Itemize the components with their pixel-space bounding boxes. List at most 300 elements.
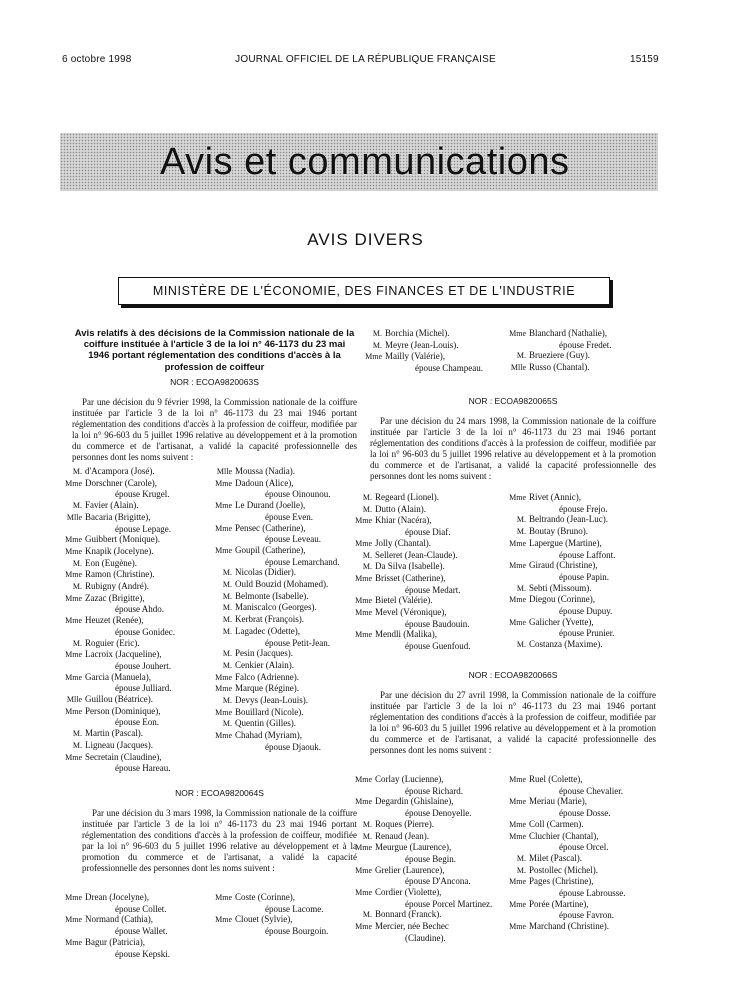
paragraph-1: Par une décision du 9 février 1998, la Commission nationale de la coiffure instituée par l'article 3 de la loi n° 46-1173 du 23 mai 1946 portant réglementation des conditions d'accès à la profession de coiffeur, modifiée par la loi n° 96-603 du 5 juillet 1996 relative au développement et à la promotion du commerce et de l'artisanat, a validé la capacité professionnelle des personnes dont les noms suivent :	[72, 396, 357, 462]
civility-prefix: Mme	[355, 573, 372, 583]
person-name: épouse Denoyelle.	[405, 808, 472, 819]
name-entry	[352, 774, 512, 786]
person-name: épouse Lepage.	[115, 523, 171, 534]
person-name: Coste (Corinne),	[235, 892, 295, 902]
name-entry	[212, 478, 362, 490]
person-name: épouse Richard.	[405, 785, 463, 796]
name-entry	[506, 504, 666, 515]
name-entry	[506, 796, 666, 808]
name-entry	[352, 819, 512, 831]
name-entry	[62, 904, 212, 915]
name-entry	[506, 639, 666, 651]
person-name: Mailly (Valérie),	[385, 351, 445, 362]
civility-prefix: Mme	[355, 630, 372, 640]
name-entry	[352, 607, 512, 619]
civility-prefix: Mme	[215, 731, 232, 741]
person-name: Guillou (Béatrice).	[85, 694, 153, 705]
name-entry	[506, 538, 666, 550]
paragraph-2: Par une décision du 3 mars 1998, la Commission nationale de la coiffure instituée par l'article 3 de la loi n° 46-1173 du 23 mai 1946 portant réglementation des conditions d'accès à la profession de coiffeur, modifiée par la loi n° 96-603 du 5 juillet 1996 relative au développement et à la promotion du commerce et de l'artisanat, a validé la capacité professionnelle des personnes dont les noms suivent :	[82, 807, 357, 873]
civility-prefix: Mme	[355, 843, 372, 853]
person-name: Milet (Pascal).	[529, 852, 582, 863]
nor-3: NOR : ECOA9820065S	[468, 396, 558, 406]
person-name: Galicher (Yvette),	[529, 616, 594, 627]
name-entry	[62, 593, 212, 605]
person-name: Drean (Jocelyne),	[85, 892, 149, 902]
civility-prefix: M.	[362, 831, 372, 841]
name-entry	[62, 569, 212, 581]
name-entry	[62, 752, 212, 764]
civility-prefix: M.	[72, 558, 82, 568]
civility-prefix: Mme	[65, 915, 82, 925]
person-name: Beltrando (Jean-Luc).	[529, 514, 608, 525]
person-name: Pensec (Catherine),	[235, 522, 306, 533]
ministry-box	[118, 277, 610, 305]
name-entry	[212, 707, 362, 719]
person-name: épouse Leveau.	[265, 534, 321, 545]
civility-prefix: M.	[222, 719, 232, 729]
name-entry	[62, 558, 212, 570]
civility-prefix: M.	[222, 696, 232, 706]
person-name: Chahad (Myriam),	[235, 730, 302, 741]
name-entry	[506, 492, 666, 504]
civility-prefix: M.	[516, 853, 526, 863]
name-entry	[352, 876, 512, 887]
person-name: Brisset (Catherine),	[375, 572, 446, 583]
name-entry	[212, 626, 362, 638]
civility-prefix: Mlle	[66, 695, 82, 705]
civility-prefix: Mme	[215, 915, 232, 925]
name-entry	[506, 350, 656, 362]
name-entry	[352, 641, 512, 652]
civility-prefix: Mme	[215, 893, 232, 902]
name-entry	[506, 842, 666, 853]
name-list-3b	[506, 492, 666, 651]
civility-prefix: Mme	[65, 650, 82, 660]
civility-prefix: M.	[72, 582, 82, 592]
civility-prefix: Mme	[65, 478, 82, 488]
name-entry	[506, 328, 656, 340]
name-entry	[62, 466, 212, 478]
person-name: Falco (Adrienne).	[235, 671, 299, 682]
name-entry	[62, 694, 212, 706]
name-entry	[62, 581, 212, 593]
name-entry	[352, 887, 512, 899]
person-name: Boutay (Bruno).	[529, 526, 588, 537]
person-name: Bonnard (Franck).	[375, 909, 442, 920]
name-entry	[62, 627, 212, 638]
name-entry	[212, 489, 362, 500]
person-name: Selleret (Jean-Claude).	[375, 549, 458, 560]
name-list-1a	[62, 466, 212, 774]
civility-prefix: M.	[516, 640, 526, 650]
person-name: Mevel (Véronique),	[375, 607, 447, 618]
name-entry	[506, 853, 666, 865]
name-entry	[62, 728, 212, 740]
civility-prefix: M.	[362, 550, 372, 560]
name-entry	[352, 619, 512, 630]
person-name: Heuzet (Renée),	[85, 615, 144, 626]
person-name: Secretain (Claudine),	[85, 751, 162, 762]
name-list-0b	[506, 328, 656, 374]
civility-prefix: M.	[222, 580, 232, 590]
civility-prefix: M.	[72, 638, 82, 648]
person-name: épouse D'Ancona.	[405, 876, 471, 887]
person-name: épouse Papin.	[559, 571, 609, 582]
person-name: épouse Favron.	[559, 910, 614, 921]
name-entry	[506, 526, 666, 538]
civility-prefix: Mme	[509, 617, 526, 627]
name-entry	[212, 904, 362, 915]
name-entry	[62, 892, 212, 904]
name-entry	[62, 706, 212, 718]
name-entry	[212, 545, 362, 557]
person-name: Roguier (Eric).	[85, 637, 140, 648]
civility-prefix: M.	[222, 591, 232, 601]
person-name: Marchand (Christine).	[529, 921, 609, 932]
name-entry	[62, 649, 212, 661]
civility-prefix: Mme	[65, 570, 82, 580]
civility-prefix: M.	[516, 583, 526, 593]
civility-prefix: M.	[516, 351, 526, 361]
person-name: Meriau (Marie),	[529, 796, 587, 807]
person-name: épouse Kepski.	[115, 948, 170, 959]
section-title: AVIS DIVERS	[307, 230, 424, 249]
name-entry	[506, 831, 666, 843]
person-name: Eon (Eugène).	[85, 557, 137, 568]
person-name: Degardin (Ghislaine),	[375, 796, 454, 807]
person-name: Cluchier (Chantal),	[529, 830, 599, 841]
right-column-upper	[370, 392, 656, 482]
person-name: Costanza (Maxime).	[529, 639, 603, 650]
civility-prefix: Mme	[355, 865, 372, 875]
name-entry	[506, 606, 666, 617]
civility-prefix: M.	[516, 515, 526, 525]
person-name: épouse Collet.	[115, 903, 167, 914]
person-name: Sebti (Missoum).	[529, 582, 592, 593]
person-name: Borchia (Michel).	[385, 328, 450, 338]
person-name: Jolly (Chantal).	[375, 537, 431, 548]
person-name: Cordier (Violette),	[375, 887, 442, 898]
name-entry	[506, 362, 656, 374]
person-name: d'Acampora (José).	[85, 466, 155, 476]
name-entry	[362, 328, 512, 340]
person-name: épouse Krugel.	[115, 489, 170, 500]
name-entry	[212, 512, 362, 523]
name-entry	[352, 796, 512, 808]
name-entry	[212, 914, 362, 926]
person-name: Corlay (Lucienne),	[375, 774, 444, 784]
civility-prefix: M.	[372, 329, 382, 338]
person-name: épouse Lemarchand.	[265, 556, 340, 567]
civility-prefix: M.	[362, 819, 372, 829]
name-entry	[506, 514, 666, 526]
name-entry	[212, 648, 362, 660]
name-entry	[352, 561, 512, 573]
person-name: Bietel (Valérie).	[375, 595, 433, 606]
name-entry	[352, 550, 512, 562]
person-name: épouse Djaouk.	[265, 741, 321, 752]
person-name: Renaud (Jean).	[375, 830, 429, 841]
name-entry	[62, 524, 212, 535]
civility-prefix: Mme	[509, 797, 526, 807]
name-entry	[352, 786, 512, 797]
person-name: Porée (Martine),	[529, 898, 589, 909]
person-name: Russo (Chantal).	[529, 362, 590, 373]
civility-prefix: M.	[362, 493, 372, 502]
civility-prefix: Mme	[509, 831, 526, 841]
person-name: Person (Dominique),	[85, 705, 161, 716]
civility-prefix: Mme	[509, 877, 526, 887]
name-entry	[506, 594, 666, 606]
person-name: épouse Jouhert.	[115, 660, 171, 671]
name-entry	[506, 550, 666, 561]
person-name: épouse Dupuy.	[559, 606, 613, 617]
person-name: Ramon (Christine).	[85, 569, 155, 580]
person-name: épouse Hareau.	[115, 763, 171, 774]
civility-prefix: M.	[372, 340, 382, 350]
journal-title: JOURNAL OFFICIEL DE LA RÉPUBLIQUE FRANÇAISE	[235, 54, 496, 65]
civility-prefix: Mme	[355, 538, 372, 548]
name-entry	[352, 909, 512, 921]
name-entry	[62, 500, 212, 512]
name-entry	[212, 602, 362, 614]
name-entry	[62, 949, 212, 960]
name-entry	[212, 591, 362, 603]
civility-prefix: Mlle	[66, 512, 82, 522]
person-name: Quentin (Gilles).	[235, 718, 296, 729]
person-name: Mendli (Malika),	[375, 629, 437, 640]
paragraph-3: Par une décision du 24 mars 1998, la Commission nationale de la coiffure instituée par l'article 3 de la loi n° 46-1173 du 23 mai 1946 portant réglementation des conditions d'accès à la profession de coiffeur, modifiée par la loi n° 96-603 du 5 juillet 1996 relative au développement et à la promotion du commerce et de l'artisanat, a validé la capacité professionnelle des personnes dont les noms suivent :	[370, 415, 656, 481]
name-entry	[506, 617, 666, 629]
name-entry	[62, 672, 212, 684]
name-entry	[362, 340, 512, 352]
civility-prefix: Mme	[65, 616, 82, 626]
name-entry	[352, 921, 512, 933]
person-name: épouse Dosse.	[559, 808, 611, 819]
person-name: épouse Even.	[265, 511, 313, 522]
person-name: Regeard (Lionel).	[375, 492, 439, 502]
name-entry	[352, 573, 512, 585]
person-name: épouse Champeau.	[415, 363, 483, 374]
name-list-2b	[212, 892, 362, 937]
person-name: épouse Ahdo.	[115, 604, 164, 615]
name-entry	[352, 538, 512, 550]
ministry-title: MINISTÈRE DE L'ÉCONOMIE, DES FINANCES ET DE L'INDUSTRIE	[152, 284, 576, 298]
civility-prefix: Mme	[215, 672, 232, 682]
name-entry	[62, 478, 212, 490]
name-entry	[506, 774, 666, 786]
civility-prefix: Mme	[65, 937, 82, 947]
name-entry	[62, 638, 212, 650]
person-name: Clouet (Sylvie),	[235, 914, 293, 925]
person-name: Ould Bouzid (Mohamed).	[235, 579, 329, 590]
civility-prefix: Mme	[65, 893, 82, 902]
person-name: Postollec (Michel).	[529, 864, 598, 875]
person-name: Dorschner (Carole),	[85, 477, 157, 488]
name-entry	[62, 763, 212, 774]
civility-prefix: Mme	[509, 329, 526, 338]
name-entry	[212, 892, 362, 904]
civility-prefix: Mme	[509, 595, 526, 605]
name-entry	[352, 504, 512, 516]
name-entry	[212, 683, 362, 695]
person-name: Cenkier (Alain).	[235, 659, 294, 670]
name-entry	[62, 534, 212, 546]
civility-prefix: Mme	[355, 797, 372, 807]
person-name: Bagur (Patricia),	[85, 936, 145, 947]
name-entry	[506, 786, 666, 797]
name-entry	[62, 489, 212, 500]
civility-prefix: M.	[362, 504, 372, 514]
person-name: Guibbert (Monique).	[85, 534, 160, 545]
person-name: Coll (Carmen).	[529, 818, 584, 829]
name-entry	[62, 604, 212, 615]
name-entry	[506, 899, 666, 911]
name-list-3a	[352, 492, 512, 652]
person-name: Mercier, née Bechec	[375, 921, 449, 932]
person-name: épouse Lacome.	[265, 903, 324, 914]
person-name: Belmonte (Isabelle).	[235, 590, 309, 601]
name-entry	[212, 534, 362, 545]
person-name: Goupil (Catherine),	[235, 544, 306, 555]
person-name: épouse Labrousse.	[559, 888, 626, 899]
right-column-lower	[370, 666, 656, 756]
civility-prefix: M.	[72, 467, 82, 476]
civility-prefix: Mme	[355, 888, 372, 898]
name-entry	[212, 926, 362, 937]
civility-prefix: Mme	[65, 546, 82, 556]
civility-prefix: Mme	[355, 596, 372, 606]
name-list-0a	[362, 328, 512, 374]
name-entry	[62, 615, 212, 627]
nor-4: NOR : ECOA9820066S	[468, 670, 558, 680]
name-entry	[62, 683, 212, 694]
name-entry	[352, 595, 512, 607]
name-entry	[212, 695, 362, 707]
name-entry	[506, 340, 656, 351]
civility-prefix: Mme	[509, 922, 526, 932]
person-name: épouse Chevalier.	[559, 785, 623, 796]
civility-prefix: M.	[222, 660, 232, 670]
name-entry	[212, 579, 362, 591]
name-entry	[362, 363, 512, 374]
person-name: épouse Wallet.	[115, 926, 168, 937]
name-entry	[352, 808, 512, 819]
nor-1: NOR : ECOA9820063S	[170, 376, 259, 387]
person-name: Lagadec (Odette),	[235, 625, 300, 636]
civility-prefix: Mme	[509, 899, 526, 909]
person-name: Lapergue (Martine),	[529, 537, 602, 548]
name-entry	[352, 831, 512, 843]
person-name: épouse Bourgoin.	[265, 926, 329, 937]
person-name: Ruel (Colette),	[529, 774, 583, 784]
civility-prefix: Mme	[65, 535, 82, 545]
name-entry	[506, 921, 666, 933]
civility-prefix: M.	[222, 603, 232, 613]
person-name: Bouillard (Nicole).	[235, 706, 304, 717]
person-name: Rivet (Annic),	[529, 492, 581, 502]
paragraph-4: Par une décision du 27 avril 1998, la Commission nationale de la coiffure instituée par l'article 3 de la loi n° 46-1173 du 23 mai 1946 portant réglementation des conditions d'accès à la profession de coiffeur, modifiée par la loi n° 96-603 du 5 juillet 1996 relative au développement et à la promotion du commerce et de l'artisanat, a validé la capacité professionnelle des personnes dont les noms suivent :	[370, 689, 656, 755]
article-heading: Avis relatifs à des décisions de la Commission nationale de la coiffure instituée à l'article 3 de la loi n° 46-1173 du 23 mai 1946 portant réglementation des conditions d'accès à la profession de coiffeur	[74, 328, 355, 373]
person-name: Martin (Pascal).	[85, 728, 143, 739]
civility-prefix: Mme	[215, 523, 232, 533]
name-entry	[62, 512, 212, 524]
civility-prefix: Mme	[215, 478, 232, 488]
name-entry	[352, 585, 512, 596]
civility-prefix: Mme	[509, 561, 526, 571]
person-name: Rubigny (André).	[85, 581, 149, 592]
person-name: Normand (Cathia),	[85, 914, 153, 925]
name-entry	[352, 492, 512, 504]
name-entry	[212, 523, 362, 535]
person-name: Kerbrat (François).	[235, 614, 304, 625]
name-entry	[352, 527, 512, 538]
civility-prefix: Mme	[215, 707, 232, 717]
person-name: Diegou (Corinne),	[529, 594, 595, 605]
civility-prefix: M.	[362, 910, 372, 920]
name-entry	[212, 466, 362, 478]
person-name: épouse Oinounou.	[265, 489, 331, 500]
name-entry	[352, 842, 512, 854]
civility-prefix: Mme	[355, 608, 372, 618]
person-name: Ligneau (Jacques).	[85, 739, 153, 750]
name-entry	[506, 876, 666, 888]
person-name: (Claudine).	[405, 932, 446, 943]
name-entry	[212, 567, 362, 579]
person-name: Le Durand (Joelle),	[235, 500, 306, 511]
civility-prefix: Mme	[65, 672, 82, 682]
person-name: Knapik (Jocelyne).	[85, 545, 154, 556]
person-name: Dutto (Alain).	[375, 503, 426, 514]
person-name: Devys (Jean-Louis).	[235, 695, 308, 706]
civility-prefix: Mme	[509, 538, 526, 548]
civility-prefix: M.	[516, 865, 526, 875]
person-name: Dadoun (Alice),	[235, 477, 294, 488]
left-column	[72, 328, 357, 463]
civility-prefix: Mme	[355, 775, 372, 784]
name-entry	[362, 351, 512, 363]
person-name: épouse Orcel.	[559, 842, 609, 853]
civility-prefix: M.	[222, 568, 232, 578]
issue-date: 6 octobre 1998	[62, 54, 132, 65]
person-name: Da Silva (Isabelle).	[375, 561, 445, 572]
name-entry	[62, 937, 212, 949]
person-name: Pages (Christine),	[529, 876, 594, 887]
civility-prefix: Mme	[65, 706, 82, 716]
civility-prefix: Mme	[509, 775, 526, 784]
name-entry	[212, 730, 362, 742]
name-entry	[212, 660, 362, 672]
civility-prefix: M.	[516, 527, 526, 537]
person-name: Nicolas (Didier).	[235, 567, 296, 578]
person-name: épouse Baudouin.	[405, 618, 470, 629]
person-name: épouse Frejo.	[559, 503, 608, 514]
left-column-lower	[82, 784, 357, 874]
civility-prefix: Mme	[65, 593, 82, 603]
person-name: Moussa (Nadia).	[235, 466, 295, 476]
person-name: Meyre (Jean-Louis).	[385, 339, 459, 350]
civility-prefix: M.	[222, 615, 232, 625]
person-name: épouse Eon.	[115, 717, 159, 728]
name-list-4b	[506, 774, 666, 933]
banner-title: Avis et communications	[160, 141, 570, 183]
name-list-1b	[212, 466, 362, 753]
name-entry	[212, 742, 362, 753]
civility-prefix: M.	[222, 626, 232, 636]
civility-prefix: M.	[72, 501, 82, 511]
civility-prefix: Mme	[215, 501, 232, 511]
civility-prefix: Mme	[365, 352, 382, 362]
